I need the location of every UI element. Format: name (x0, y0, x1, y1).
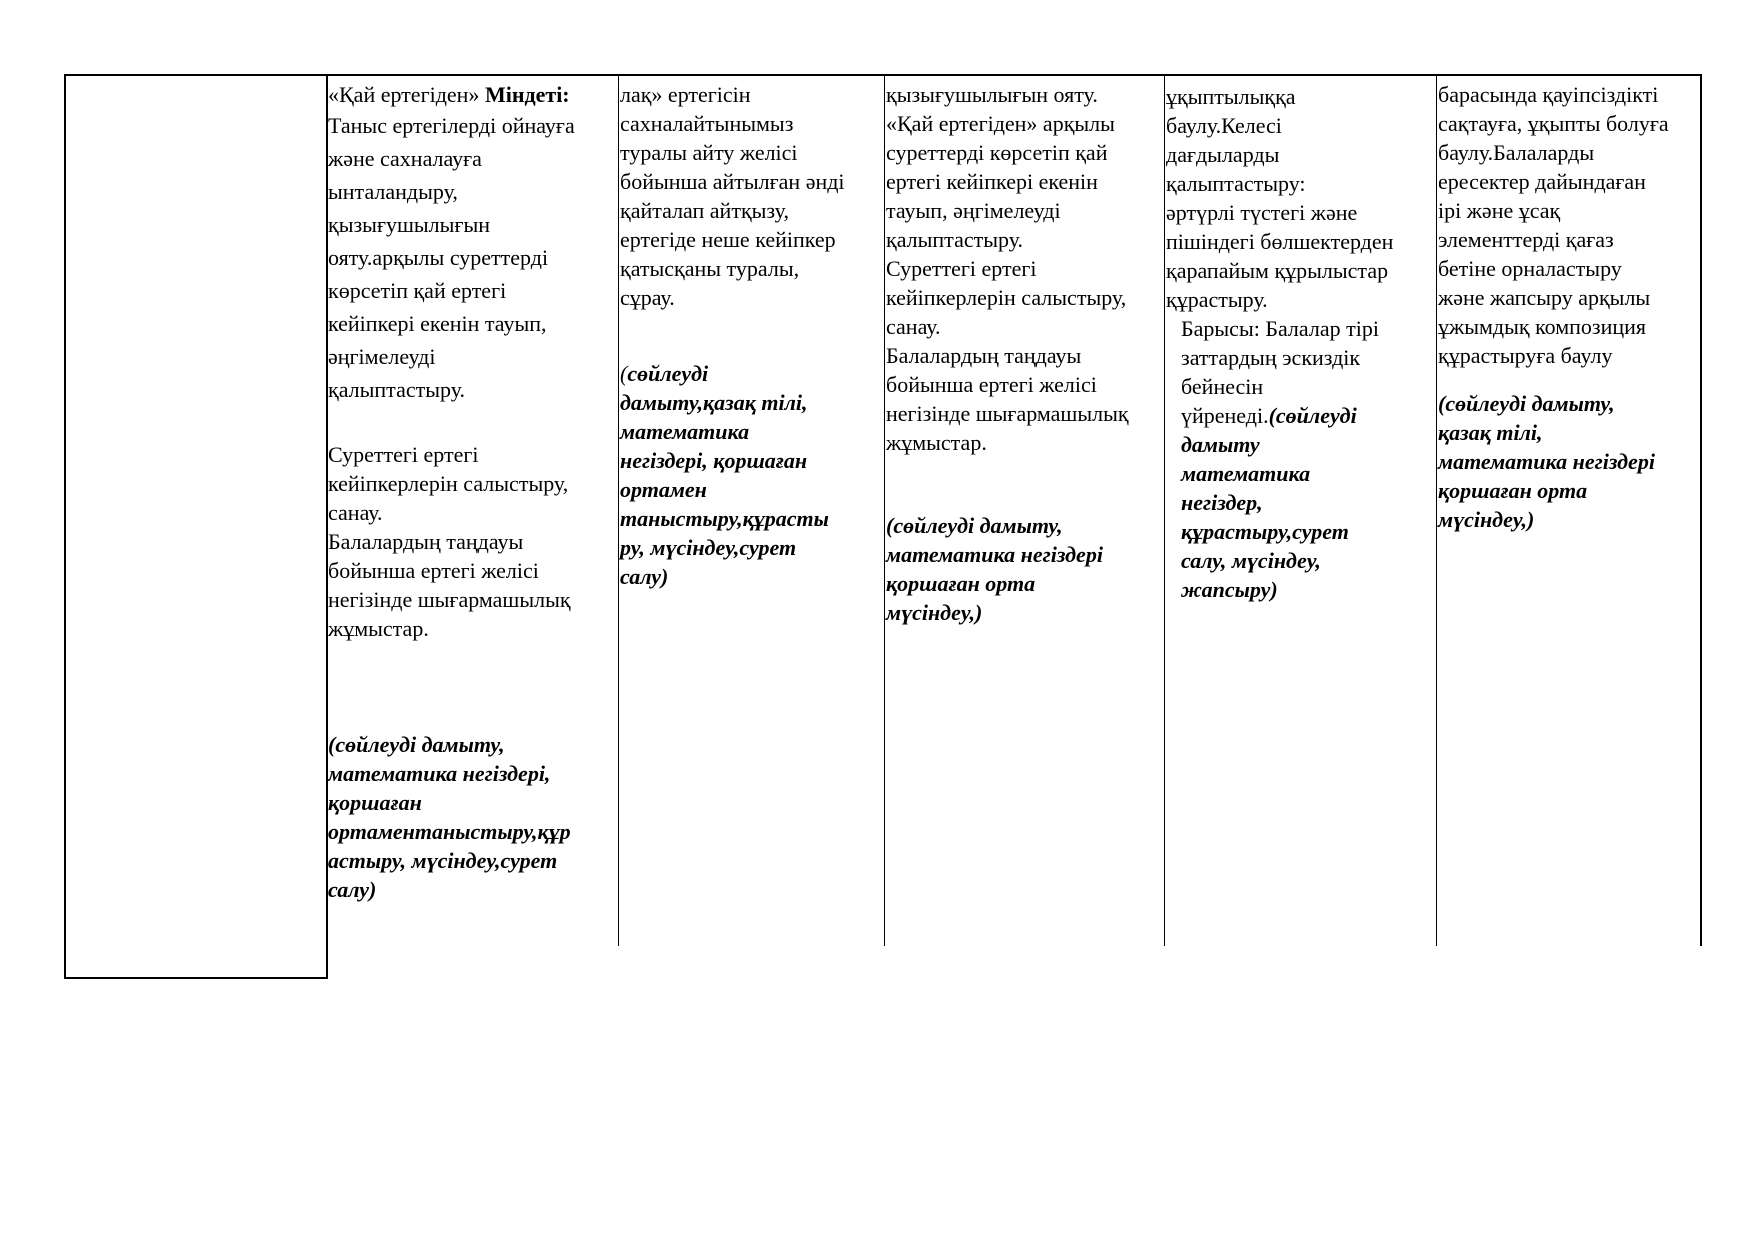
table-top-border (64, 74, 1701, 76)
col2-learning-areas (620, 359, 882, 591)
col2-text: лақ» ертегісін сахналайтынымыз туралы айту желісі бойынша айтылған әнді қайталап айтқызу, ертегіде неше кейіпкер қатысқаны туралы, сұрау. (620, 82, 845, 310)
col1-line: қалыптастыру. (328, 377, 465, 402)
col1-line: қызығушылығын (328, 212, 491, 237)
table-right-border (1700, 74, 1702, 946)
col-divider-4 (1164, 74, 1165, 946)
col3-learning-areas: (сөйлеуді дамыту, математика негіздері қоршаған орта мүсіндеу,) (886, 513, 1103, 625)
col1-line: ояту.арқылы суреттерді (328, 245, 549, 270)
col1-line: Таныс ертегілерді ойнауға (328, 113, 575, 138)
left-cell-left-border (64, 74, 66, 979)
col1-paragraph-2: Суреттегі ертегі кейіпкерлерін салыстыру, санау. Балалардың таңдауы бойынша ертегі желісі негізінде шығармашылық жұмыстар. (328, 442, 571, 641)
col-divider-3 (884, 74, 885, 946)
left-cell-bottom-border (64, 977, 328, 979)
col3-text: қызығушылығын ояту. «Қай ертегіден» арқылы суреттерді көрсетіп қай ертегі кейіпкері екенін тауып, әңгімелеуді қалыптастыру. Суреттегі ертегі кейіпкерлерін салыстыру, санау. Балалардың таңдауы бойынша ертегі желісі негізінде шығармашылық жұмыстар. (886, 82, 1129, 455)
col1-line: кейіпкері екенін тауып, (328, 311, 547, 336)
col1-title: «Қай ертегіден» (328, 82, 485, 107)
col2-open-paren: ( (620, 361, 628, 386)
col1-task-label: Міндеті: (484, 82, 570, 107)
col4-text: ұқыптылыққа баулу.Келесі дағдыларды қалыптастыру: әртүрлі түстегі және пішіндегі бөлшектерден қарапайым құрылыстар құрастыру. (1166, 84, 1394, 312)
col5-text: барасында қауіпсіздікті сақтауға, ұқыпты болуға баулу.Балаларды ересектер дайындаған ірі және ұсақ элементтерді қағаз бетіне орналастыру және жапсыру арқылы ұжымдық композиция құрастыруға баулу (1438, 82, 1669, 368)
col-divider-5 (1436, 74, 1437, 946)
cell-col1 (328, 80, 618, 408)
col2-areas-text: сөйлеуді дамыту,қазақ тілі, математика негіздері, қоршаған ортамен таныстыру,құрасты ру, мүсіндеу,сурет салу) (620, 361, 829, 589)
col1-line: көрсетіп қай ертегі (328, 278, 507, 303)
col1-line1 (328, 80, 618, 111)
col4-learning-areas: дамыту математика негіздер, құрастыру,сурет салу, мүсіндеу, жапсыру) (1181, 432, 1349, 602)
col5-learning-areas: (сөйлеуді дамыту, қазақ тілі, математика негіздері қоршаған орта мүсіндеу,) (1438, 391, 1655, 532)
col1-line: ынталандыру, (328, 179, 458, 204)
col-divider-2 (618, 74, 619, 946)
col4-process-text: Барысы: Балалар тірі заттардың эскиздік бейнесін үйренеді. (1181, 316, 1379, 428)
col1-line: әңгімелеуді (328, 344, 436, 369)
col1-line: және сахналауға (328, 146, 482, 171)
col4-process (1181, 314, 1434, 430)
col4-areas-inline: (сөйлеуді (1268, 403, 1357, 428)
col1-learning-areas: (сөйлеуді дамыту, математика негіздері, қоршаған ортаментаныстыру,құр астыру, мүсіндеу,сурет салу) (328, 732, 571, 902)
